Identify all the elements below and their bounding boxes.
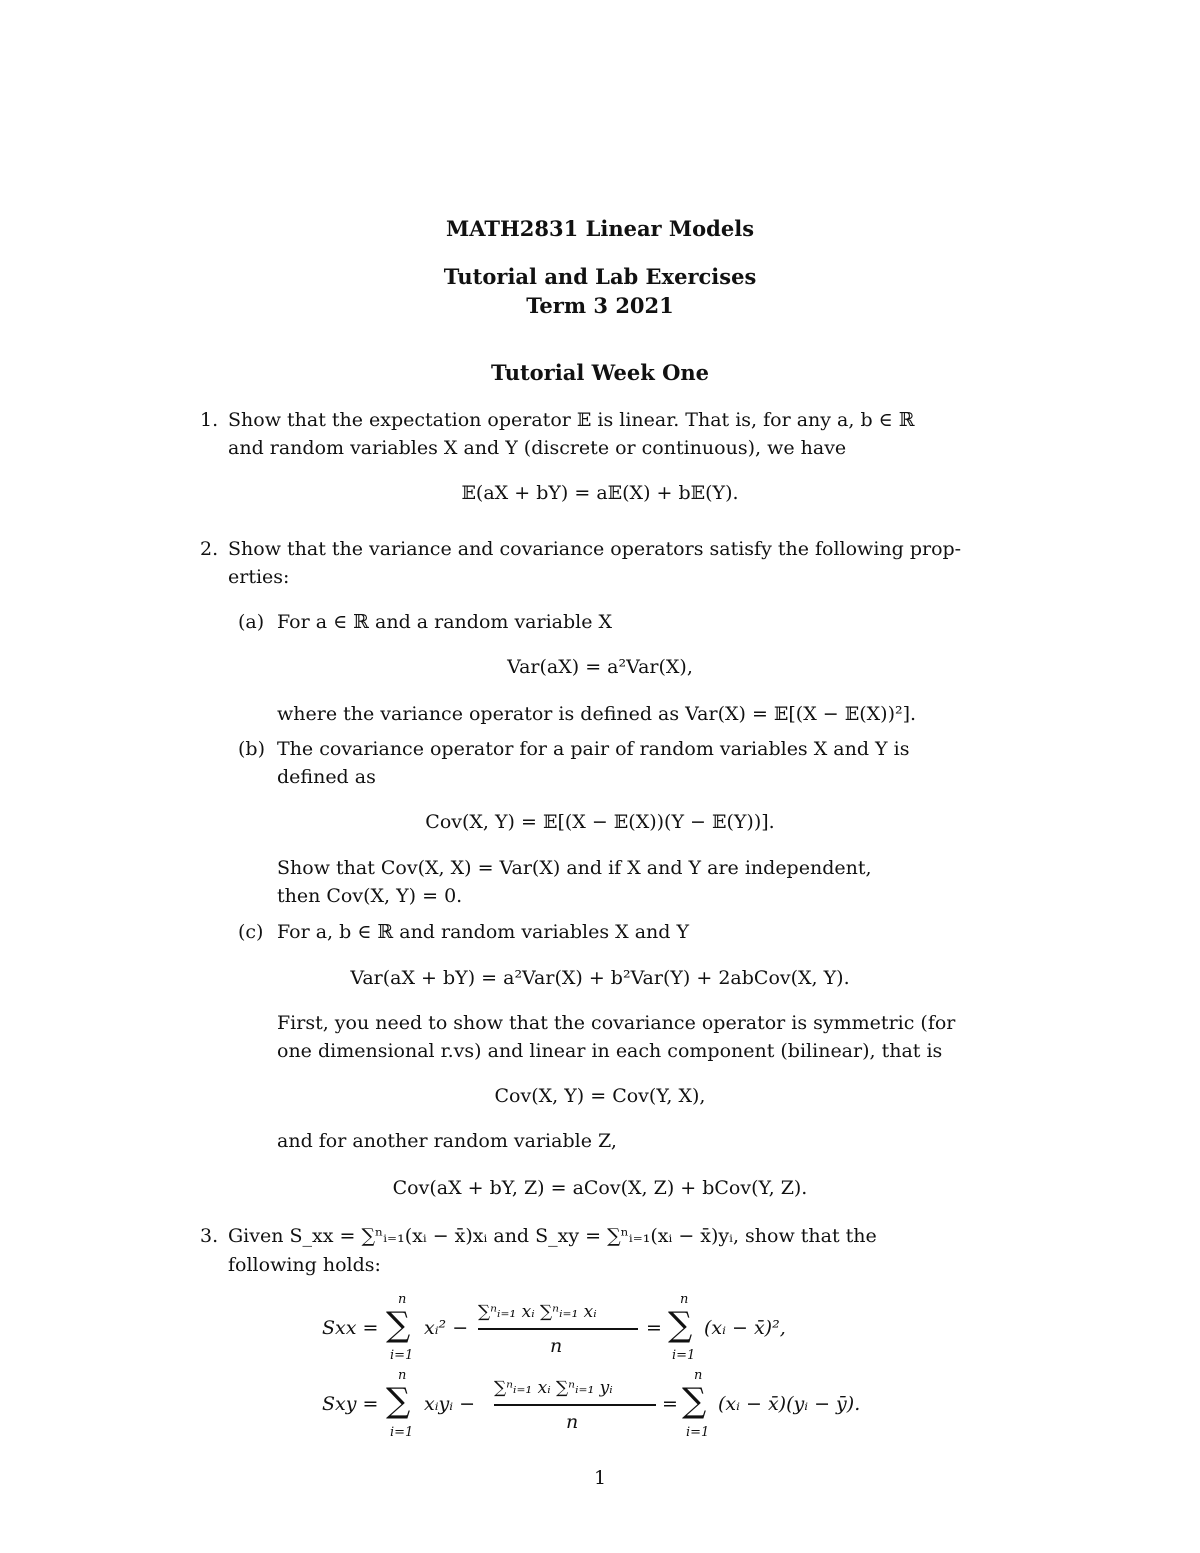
question-3-number: 3. <box>200 1225 219 1247</box>
sxx-fraction-numerator: ∑ⁿᵢ₌₁ xᵢ ∑ⁿᵢ₌₁ xᵢ <box>478 1302 597 1322</box>
question-1-equation: 𝔼(aX + bY) = a𝔼(X) + b𝔼(Y). <box>461 482 739 504</box>
sxx-fraction-denominator: n <box>550 1335 563 1357</box>
sum-upper-limit: n <box>694 1368 703 1383</box>
section-title: Tutorial Week One <box>491 360 709 385</box>
summation-symbol: ∑ <box>386 1381 411 1421</box>
question-2c-after-2: one dimensional r.vs) and linear in each component (bilinear), that is <box>277 1040 943 1062</box>
page-number: 1 <box>593 1467 607 1489</box>
sum-lower-limit: i=1 <box>686 1425 710 1440</box>
question-2c-line-1: For a, b ∈ ℝ and random variables X and Y <box>277 921 690 943</box>
sxx-equals: = <box>646 1317 662 1339</box>
question-2c-after-3: and for another random variable Z, <box>277 1130 617 1152</box>
question-1-line-1: Show that the expectation operator 𝔼 is linear. That is, for any a, b ∈ ℝ <box>228 409 915 431</box>
sxy-term: xᵢyᵢ − <box>424 1393 476 1415</box>
sum-upper-limit: n <box>680 1292 689 1307</box>
sxx-term: xᵢ² − <box>424 1317 469 1339</box>
question-2b-label: (b) <box>238 738 265 760</box>
question-2c-equation: Var(aX + bY) = a²Var(X) + b²Var(Y) + 2abCov(X, Y). <box>350 967 850 989</box>
question-2a-line-1: For a ∈ ℝ and a random variable X <box>277 611 613 633</box>
sxx-fraction-bar <box>478 1328 638 1330</box>
sxy-fraction-denominator: n <box>566 1411 579 1433</box>
sum-lower-limit: i=1 <box>390 1425 414 1440</box>
question-2a-label: (a) <box>238 611 265 633</box>
sum-upper-limit: n <box>398 1368 407 1383</box>
term-label: Term 3 2021 <box>526 293 674 318</box>
sxy-fraction-bar <box>494 1404 656 1406</box>
summation-symbol: ∑ <box>386 1305 411 1345</box>
sxy-rhs: (xᵢ − x̄)(yᵢ − ȳ). <box>718 1393 861 1415</box>
question-2-line-1: Show that the variance and covariance operators satisfy the following prop- <box>228 538 962 560</box>
document-subtitle: Tutorial and Lab Exercises <box>443 264 757 289</box>
question-2b-after-1: Show that Cov(X, X) = Var(X) and if X and Y are independent, <box>277 857 872 879</box>
question-2a-definition: where the variance operator is defined as Var(X) = 𝔼[(X − 𝔼(X))²]. <box>277 703 917 725</box>
sum-upper-limit: n <box>398 1292 407 1307</box>
question-2c-after-1: First, you need to show that the covariance operator is symmetric (for <box>277 1012 956 1034</box>
question-3-line-1: Given S_xx = ∑ⁿᵢ₌₁(xᵢ − x̄)xᵢ and S_xy = ∑ⁿᵢ₌₁(xᵢ − x̄)yᵢ, show that the <box>228 1225 877 1247</box>
question-2b-line-1: The covariance operator for a pair of random variables X and Y is <box>277 738 910 760</box>
sxy-fraction-numerator: ∑ⁿᵢ₌₁ xᵢ ∑ⁿᵢ₌₁ yᵢ <box>494 1378 613 1398</box>
summation-symbol: ∑ <box>668 1305 693 1345</box>
question-2c-symmetry-equation: Cov(X, Y) = Cov(Y, X), <box>494 1085 706 1107</box>
question-1-number: 1. <box>200 409 219 431</box>
summation-symbol: ∑ <box>682 1381 707 1421</box>
sum-lower-limit: i=1 <box>672 1348 696 1363</box>
question-2b-after-2: then Cov(X, Y) = 0. <box>277 885 463 907</box>
question-2b-equation: Cov(X, Y) = 𝔼[(X − 𝔼(X))(Y − 𝔼(Y))]. <box>425 811 775 833</box>
question-2c-label: (c) <box>238 921 264 943</box>
sxx-rhs: (xᵢ − x̄)², <box>704 1317 786 1339</box>
course-title: MATH2831 Linear Models <box>445 216 755 241</box>
sxx-lhs: Sxx = <box>322 1317 379 1339</box>
sum-lower-limit: i=1 <box>390 1348 414 1363</box>
sxy-lhs: Sxy = <box>322 1393 379 1415</box>
question-2c-bilinear-equation: Cov(aX + bY, Z) = aCov(X, Z) + bCov(Y, Z). <box>392 1177 808 1199</box>
question-1-line-2: and random variables X and Y (discrete or continuous), we have <box>228 437 847 459</box>
question-3-line-2: following holds: <box>228 1254 381 1276</box>
question-2-number: 2. <box>200 538 219 560</box>
question-2b-line-2: defined as <box>277 766 376 788</box>
sxy-equals: = <box>662 1393 678 1415</box>
question-2-line-2: erties: <box>228 566 290 588</box>
question-2a-equation: Var(aX) = a²Var(X), <box>507 656 693 678</box>
